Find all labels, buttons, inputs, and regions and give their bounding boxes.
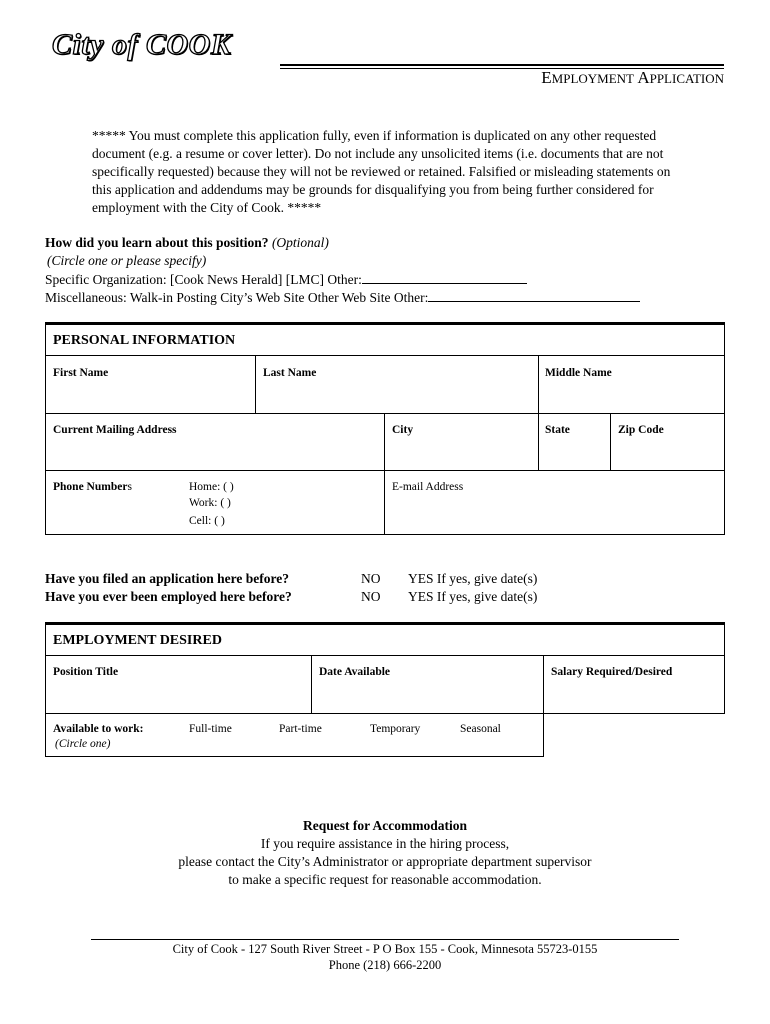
employment-row-1 xyxy=(45,655,725,714)
specific-organization-line: Specific Organization: [Cook News Herald] [LMC] Other: xyxy=(45,271,527,288)
employed-before-no[interactable]: NO xyxy=(361,589,381,604)
other-misc-field[interactable] xyxy=(428,289,640,302)
work-phone-field[interactable]: Work: ( ) xyxy=(189,497,231,509)
date-available-field[interactable]: Date Available xyxy=(319,666,391,678)
home-phone-field[interactable]: Home: ( ) xyxy=(189,481,234,493)
circle-one-note: (Circle one) xyxy=(55,738,111,750)
city-field[interactable]: City xyxy=(392,424,414,436)
source-instruction: (Circle one or please specify) xyxy=(47,253,207,268)
row-divider xyxy=(45,413,725,414)
employed-before-yes[interactable]: YES If yes, give date(s) xyxy=(408,589,538,604)
col-divider xyxy=(610,413,611,470)
document-title: EMPLOYMENT APPLICATION xyxy=(541,68,724,87)
employment-row-2 xyxy=(45,713,544,757)
employed-before-question: Have you ever been employed here before? xyxy=(45,589,292,604)
available-to-work-label: Available to work: xyxy=(53,723,144,735)
col-divider xyxy=(311,655,312,714)
col-divider xyxy=(538,355,539,470)
cell-phone-field[interactable]: Cell: ( ) xyxy=(189,515,225,527)
option-full-time[interactable]: Full-time xyxy=(189,723,232,735)
option-seasonal[interactable]: Seasonal xyxy=(460,723,501,735)
col-divider xyxy=(384,413,385,535)
position-title-field[interactable]: Position Title xyxy=(53,666,119,678)
last-name-field[interactable]: Last Name xyxy=(263,367,317,379)
header-rule-thick xyxy=(280,64,724,66)
row-divider xyxy=(45,470,725,471)
city-logo: City of COOK xyxy=(52,28,232,61)
employment-desired-header: EMPLOYMENT DESIRED xyxy=(45,624,725,656)
first-name-field[interactable]: First Name xyxy=(53,367,109,379)
footer-rule xyxy=(91,939,679,940)
email-field[interactable]: E-mail Address xyxy=(392,481,464,493)
state-field[interactable]: State xyxy=(545,424,570,436)
middle-name-field[interactable]: Middle Name xyxy=(545,367,612,379)
col-divider xyxy=(255,355,256,413)
personal-info-grid xyxy=(45,355,725,535)
personal-info-header: PERSONAL INFORMATION xyxy=(45,324,725,356)
filed-before-no[interactable]: NO xyxy=(361,571,381,586)
source-question: How did you learn about this position? (Optional) xyxy=(45,235,329,250)
phone-numbers-label: Phone Numbers xyxy=(53,481,132,493)
footer-address: City of Cook - 127 South River Street - P O Box 155 - Cook, Minnesota 55723-0155 xyxy=(172,942,598,956)
mailing-address-field[interactable]: Current Mailing Address xyxy=(53,424,177,436)
salary-field[interactable]: Salary Required/Desired xyxy=(551,666,673,678)
accommodation-line-2: please contact the City’s Administrator or appropriate department supervisor xyxy=(178,854,592,869)
option-temporary[interactable]: Temporary xyxy=(370,723,421,735)
other-org-field[interactable] xyxy=(362,271,527,284)
option-part-time[interactable]: Part-time xyxy=(279,723,322,735)
filed-before-question: Have you filed an application here before? xyxy=(45,571,289,586)
accommodation-line-3: to make a specific request for reasonable accommodation. xyxy=(228,872,542,887)
accommodation-line-1: If you require assistance in the hiring process, xyxy=(260,836,510,851)
filed-before-yes[interactable]: YES If yes, give date(s) xyxy=(408,571,538,586)
application-notice: ***** You must complete this application fully, even if information is duplicated on any other requested document (e.g. a resume or cover letter). Do not include any unsolicited items (i.e. documents that are not specifically requested) because they will not be reviewed or retained. Falsified or misleading statements on this application and addendums may be grounds for disqualifying you from being further considered for employment with the City of Cook. ***** xyxy=(92,128,671,215)
miscellaneous-line: Miscellaneous: Walk-in Posting City’s Web Site Other Web Site Other: xyxy=(45,289,640,306)
zip-code-field[interactable]: Zip Code xyxy=(618,424,664,436)
footer-phone: Phone (218) 666-2200 xyxy=(328,958,442,972)
accommodation-heading: Request for Accommodation xyxy=(303,818,467,833)
